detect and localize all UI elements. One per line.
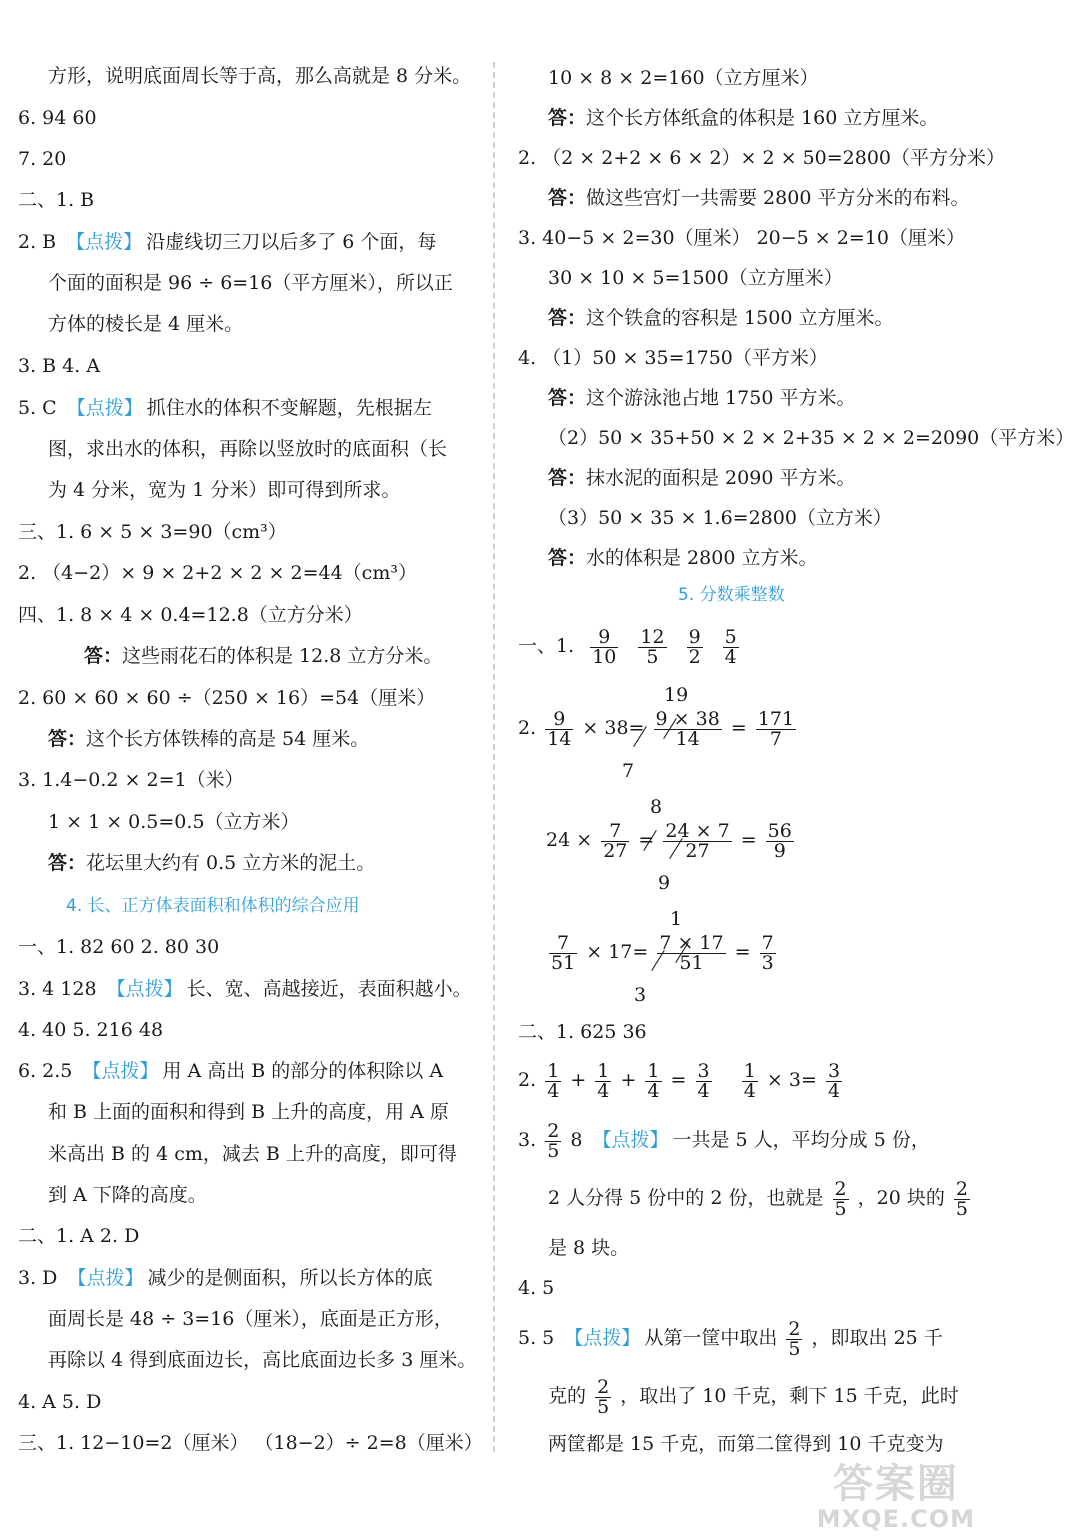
q23-frac: $\frac{2}{5}$ <box>955 1177 969 1220</box>
q22-frac-1: $\frac{1}{4}$ <box>547 1059 560 1102</box>
denominator: 4 <box>724 645 737 668</box>
q1-frac <box>687 625 703 668</box>
answer-line: 再除以 4 得到底面边长，高比底面边长多 3 厘米。 <box>48 1349 477 1371</box>
answer-line: 米高出 B 的 4 cm，减去 B 上升的高度，即可得 <box>48 1143 457 1165</box>
q22-frac-4: $\frac{1}{4}$ <box>743 1059 756 1102</box>
calc-block-1 <box>518 684 918 784</box>
answer-text: 这个长方体纸盒的体积是 160 立方厘米。 <box>586 107 939 129</box>
answer-line: 30 × 10 × 5=1500（立方厘米） <box>548 267 843 289</box>
answer-text: 这个游泳池占地 1750 平方米。 <box>586 387 856 409</box>
answer-label: 答： <box>548 107 587 129</box>
section-heading-fraction: 5. 分数乘整数 <box>678 585 785 605</box>
hint-tag: 【点拨】 <box>66 231 143 253</box>
answer-line: 二、1. B <box>18 189 95 211</box>
calc2-eq2: = <box>740 829 757 851</box>
calc1-cancel-below: 7 <box>622 760 635 782</box>
answer-line: 2. （2 × 2+2 × 6 × 2）× 2 × 50=2800（平方分米） <box>518 147 1006 169</box>
answer-line: 6. 94 60 <box>18 107 97 129</box>
answer-text: 6. 2.5 <box>18 1060 79 1082</box>
watermark-text: 答案圈 <box>832 1461 959 1507</box>
q25-hint-b: ，即取出 25 千 <box>811 1327 943 1349</box>
answer-line <box>48 851 375 875</box>
answer-text: 3. 4 128 <box>18 978 103 1000</box>
answer-text: 3. D <box>18 1267 64 1289</box>
answer-label: 答： <box>548 387 587 409</box>
q23-frac: $\frac{2}{5}$ <box>547 1119 560 1162</box>
calc2-eq1: = <box>638 829 655 851</box>
q22-label: 2. <box>518 1069 537 1091</box>
answer-text: 减少的是侧面积，所以长方体的底 <box>147 1267 433 1289</box>
q22-frac-3: $\frac{1}{4}$ <box>647 1059 660 1102</box>
q22-frac-result: $\frac{3}{4}$ <box>697 1059 710 1102</box>
q2-4: 4. 5 <box>518 1277 555 1299</box>
answer-text: 这些雨花石的体积是 12.8 立方分米。 <box>122 645 443 667</box>
answer-line <box>548 386 855 410</box>
q2-3-line1 <box>518 1118 930 1162</box>
answer-label: 答： <box>84 645 123 667</box>
answer-line <box>548 466 855 490</box>
q2-2 <box>518 1058 845 1102</box>
q23-label: 3. <box>518 1129 537 1151</box>
calc3-frac-a: $\frac{7}{51}$ <box>551 931 576 974</box>
answer-text: 这个长方体铁棒的高是 54 厘米。 <box>86 728 370 750</box>
answer-line: 4. A 5. D <box>18 1391 102 1413</box>
answer-line <box>548 546 817 570</box>
denominator: 2 <box>688 645 701 668</box>
q1-label: 一、1. <box>518 635 575 657</box>
answer-line: 方体的棱长是 4 厘米。 <box>48 313 244 335</box>
answer-text: 5. C <box>18 397 63 419</box>
q23-frac: $\frac{2}{5}$ <box>834 1177 847 1220</box>
q2-1: 二、1. 625 36 <box>518 1021 647 1043</box>
answer-text: 抓住水的体积不变解题，先根据左 <box>146 397 432 419</box>
answer-label: 答： <box>548 547 587 569</box>
q25-line2-b: ，取出了 10 千克，剩下 15 千克，此时 <box>620 1385 959 1407</box>
numerator: 5 <box>724 625 737 648</box>
answer-line: 二、1. A 2. D <box>18 1225 140 1247</box>
q22-eq: = <box>670 1069 687 1091</box>
answer-line <box>548 106 938 130</box>
q23-value: 8 <box>570 1129 583 1151</box>
q25-frac: $\frac{2}{5}$ <box>597 1375 610 1418</box>
calc2-cancel-above: 8 <box>650 796 663 818</box>
q2-3-line2 <box>548 1176 973 1220</box>
answer-line <box>18 1059 443 1083</box>
answer-line: 三、1. 12−10=2（厘米） （18−2）÷ 2=8（厘米） <box>18 1432 483 1454</box>
calc3-frac-c: $\frac{7}{3}$ <box>761 931 774 974</box>
q25-frac: $\frac{2}{5}$ <box>788 1317 801 1360</box>
numerator: 9 <box>688 625 701 648</box>
hint-tag: 【点拨】 <box>592 1129 669 1151</box>
calc2-frac-a: $\frac{7}{27}$ <box>603 819 628 862</box>
q2-5-line2 <box>548 1374 959 1418</box>
answer-text: 花坛里大约有 0.5 立方米的泥土。 <box>86 852 376 874</box>
q1-frac <box>638 625 666 668</box>
calc1-mul: × 38= <box>582 717 645 739</box>
answer-line: （2）50 × 35+50 × 2 × 2+35 × 2 × 2=2090（平方米） <box>548 427 1074 449</box>
answer-text: 做这些宫灯一共需要 2800 平方分米的布料。 <box>586 187 970 209</box>
numerator: 9 <box>590 628 618 648</box>
hint-tag: 【点拨】 <box>106 978 183 1000</box>
q25-hint-a: 从第一筐中取出 <box>644 1327 778 1349</box>
answer-text: 水的体积是 2800 立方米。 <box>586 547 818 569</box>
answer-line: 1 × 1 × 0.5=0.5（立方米） <box>48 811 300 833</box>
watermark-url: MXQE.COM <box>816 1505 975 1533</box>
answer-label: 答： <box>548 187 587 209</box>
answer-line: 方形，说明底面周长等于高，那么高就是 8 分米。 <box>48 65 472 87</box>
answer-line <box>548 306 893 330</box>
answer-line: 四、1. 8 × 4 × 0.4=12.8（立方分米） <box>18 604 363 626</box>
answer-label: 答： <box>548 467 587 489</box>
answer-line: 面周长是 48 ÷ 3=16（厘米），底面是正方形， <box>48 1308 453 1330</box>
answer-line <box>18 396 432 420</box>
calc-block-3 <box>546 908 946 1008</box>
answer-line: （3）50 × 35 × 1.6=2800（立方米） <box>548 507 892 529</box>
hint-tag: 【点拨】 <box>82 1060 159 1082</box>
answer-line: 7. 20 <box>18 148 67 170</box>
calc3-cancel-below: 3 <box>634 984 647 1006</box>
calc2-frac-c: $\frac{56}{9}$ <box>767 819 792 862</box>
q22-mul: × 3= <box>766 1069 817 1091</box>
q2-5-line1 <box>518 1316 943 1360</box>
q1-frac <box>723 625 739 668</box>
hint-tag: 【点拨】 <box>66 397 143 419</box>
answer-text: 用 A 高出 B 的部分的体积除以 A <box>162 1060 444 1082</box>
calc3-cancel-above: 1 <box>670 908 683 930</box>
answer-line: 4. （1）50 × 35=1750（平方米） <box>518 347 828 369</box>
calc3-frac-b: $\frac{7 \times 17}{51}$ <box>659 931 724 974</box>
denominator: 5 <box>646 645 659 668</box>
answer-line <box>18 977 472 1001</box>
answer-line: 3. B 4. A <box>18 355 101 377</box>
q1-frac <box>590 625 618 668</box>
calc-block-2 <box>546 796 946 896</box>
answer-line: 个面的面积是 96 ÷ 6=16（平方厘米），所以正 <box>48 272 453 294</box>
answer-text: 2. B <box>18 231 63 253</box>
answer-line <box>18 230 436 254</box>
calc1-cancel-above: 19 <box>664 684 689 706</box>
answer-line: 2. （4−2）× 9 × 2+2 × 2 × 2=44（cm³） <box>18 562 417 584</box>
watermark-logo <box>817 1462 975 1532</box>
answer-text: 长、宽、高越接近，表面积越小。 <box>186 978 472 1000</box>
q23-line2-a: 2 人分得 5 份中的 2 份，也就是 <box>548 1187 824 1209</box>
q22-frac-result2: $\frac{3}{4}$ <box>827 1059 841 1102</box>
answer-line: 和 B 上面的面积和得到 B 上升的高度，用 A 原 <box>48 1101 449 1123</box>
column-divider <box>493 62 495 1452</box>
answer-line <box>48 727 369 751</box>
q22-plus: + <box>570 1069 587 1091</box>
answer-text: 抹水泥的面积是 2090 平方米。 <box>586 467 856 489</box>
q2-5-line3: 两筐都是 15 千克，而第二筐得到 10 千克变为 <box>548 1433 944 1455</box>
hint-tag: 【点拨】 <box>564 1327 641 1349</box>
answer-line: 10 × 8 × 2=160（立方厘米） <box>548 67 819 89</box>
answer-line: 3. 1.4−0.2 × 2=1（米） <box>18 769 244 791</box>
answer-text: 沿虚线切三刀以后多了 6 个面，每 <box>146 231 437 253</box>
answer-line: 3. 40−5 × 2=30（厘米） 20−5 × 2=10（厘米） <box>518 227 965 249</box>
calc1-frac-c: $\frac{171}{7}$ <box>757 707 795 750</box>
answer-line: 2. 60 × 60 × 60 ÷（250 × 16）=54（厘米） <box>18 687 436 709</box>
answer-line: 一、1. 82 60 2. 80 30 <box>18 936 220 958</box>
answer-line <box>84 644 442 668</box>
answer-label: 答： <box>48 728 87 750</box>
calc2-lead: 24 × <box>546 829 593 851</box>
q1-fractions <box>518 624 749 668</box>
calc2-cancel-below: 9 <box>658 872 671 894</box>
calc1-frac-a: $\frac{9}{14}$ <box>547 707 572 750</box>
q22-frac-2: $\frac{1}{4}$ <box>597 1059 610 1102</box>
answer-line <box>548 186 969 210</box>
answer-text: 这个铁盒的容积是 1500 立方厘米。 <box>586 307 894 329</box>
calc3-eq: = <box>734 941 751 963</box>
answer-line: 到 A 下降的高度。 <box>48 1184 207 1206</box>
answer-label: 答： <box>548 307 587 329</box>
q2-3-line3: 是 8 块。 <box>548 1237 630 1259</box>
answer-label: 答： <box>48 852 87 874</box>
q23-line2-b: ，20 块的 <box>857 1187 945 1209</box>
answer-line <box>18 1266 432 1290</box>
numerator: 12 <box>640 625 665 648</box>
answer-line: 为 4 分米，宽为 1 分米）即可得到所求。 <box>48 479 401 501</box>
q23-hint: 一共是 5 人，平均分成 5 份， <box>672 1129 930 1151</box>
q25-line2-a: 克的 <box>548 1385 587 1407</box>
calc3-mul: × 17= <box>586 941 649 963</box>
denominator: 10 <box>592 645 617 668</box>
answer-line: 三、1. 6 × 5 × 3=90（cm³） <box>18 521 287 543</box>
answer-line: 4. 40 5. 216 48 <box>18 1019 164 1041</box>
hint-tag: 【点拨】 <box>67 1267 144 1289</box>
q22-plus: + <box>620 1069 637 1091</box>
calc1-frac-b: $\frac{9 \times 38}{14}$ <box>655 707 720 750</box>
answer-line: 图，求出水的体积，再除以竖放时的底面积（长 <box>48 438 448 460</box>
calc1-eq: = <box>730 717 747 739</box>
q25-label: 5. 5 <box>518 1327 555 1349</box>
section-heading: 4. 长、正方体表面积和体积的综合应用 <box>66 896 360 916</box>
calc1-label: 2. <box>518 717 537 739</box>
calc2-frac-b: $\frac{24 \times 7}{27}$ <box>665 819 730 862</box>
